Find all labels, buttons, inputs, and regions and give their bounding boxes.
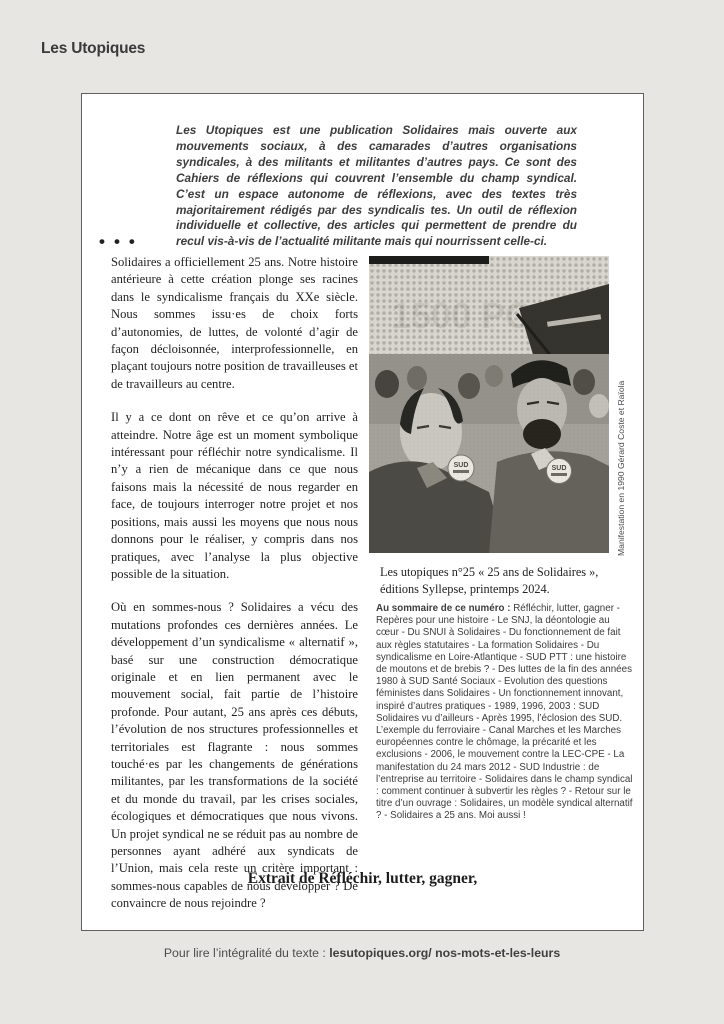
photo-grain-overlay	[369, 256, 609, 553]
article-paragraph-3: Où en sommes-nous ? Solidaires a vécu des mutations profondes ces dernières années. Le développement d’un syndicalisme « alternatif », basé sur une construction démocratique originale et en lien permanent avec le mouvement social, fait partie de l’histoire profonde. Pour autant, 25 ans après ces débuts, l’évolution de nos structures professionnelles et territoriales est flagrante : nous sommes touché·es par les changements de générations militantes, par les transformations de la société et du monde du travail, par les crises sociales, écologiques et démocratiques que nous vivons. Un projet syndical ne se réduit pas au nombre de personnes ayant adhéré aux syndicats de l’Union, mais cela reste un critère important : sommes-nous capables de nous développer ? De convaincre de nous rejoindre ?	[111, 600, 358, 911]
left-man-badge-label: SUD	[453, 462, 469, 469]
section-marker-dots: •••	[99, 232, 144, 251]
footer-prefix: Pour lire l’intégralité du texte :	[163, 946, 330, 960]
masthead-title: Les Utopiques	[41, 40, 146, 57]
demonstration-photo	[369, 256, 609, 553]
content-frame	[81, 93, 644, 931]
photo-vertical-caption: Manifestation en 1990 Gérard Coste et Raïola	[616, 380, 626, 556]
right-man-badge-label: SUD	[551, 465, 567, 472]
footer-note	[0, 946, 724, 960]
demonstration-photo-illustration	[369, 256, 609, 553]
intro-paragraph: Les Utopiques est une publication Solidaires mais ouverte aux mouvements sociaux, à des camarades d’autres organisations syndicales, à des militants et militantes d’autres pays. Ce sont des Cahiers de réflexions qui couvrent l’ensemble du champ syndical. C’est un espace autonome de réflexions, avec des textes très majoritairement rédigés par des syndicalis tes. Un outil de réflexion individuelle et collective, des articles qui permettent de prendre du recul vis-à-vis de l’actualité militante mais qui nourrissent celle-ci.	[176, 123, 577, 249]
article-paragraph-1: Solidaires a officiellement 25 ans. Notre histoire antérieure à cette création plonge ses racines dans le syndicalisme français du XXe siècle. Nous sommes issu·es de choix forts d’autonomies, de luttes, de volonté d’agir de façon décloisonnée, interprofessionnelle, en plaçant toujours notre position de travailleuses et de travailleurs au centre.	[111, 255, 358, 391]
extract-title: Extrait de Réfléchir, lutter, gagner,	[247, 870, 478, 887]
article-column	[111, 254, 358, 929]
issue-summary-text: Réfléchir, lutter, gagner - Repères pour une histoire - Le SNJ, la déontologie au cœur - Du SNUI à Solidaires - Du fonctionnement de fait aux règles statutaires - La formation Solidaires - Du syndicalisme en Loire-Atlantique - SUD PTT : une histoire de moutons et de brebis ? - Des luttes de la fin des années 1980 à SUD Santé Sociaux - Evolution des questions féministes dans Solidaires - Un fonctionnement innovant, inspiré d’autres pratiques - 1989, 1996, 2003 : SUD Solidaires vu d’ailleurs - Après 1995, l’éclosion des SUD. L’exemple du ferroviaire - Canal Marches et les Marches européennes contre le chômage, la précarité et les exclusions - 2006, le mouvement contre la LEC-CPE - La manifestation du 24 mars 2012 - SUD Industrie : de l’entreprise au territoire - Solidaires dans le champ syndical : comment continuer à subvertir les règles ? - Retour sur le titre d’un ouvrage : Solidaires, un modèle syndical alternatif ? - Solidaires a 25 ans. Moi aussi !	[376, 603, 633, 822]
photo-caption: Les utopiques n°25 « 25 ans de Solidaires », éditions Syllepse, printemps 2024.	[380, 565, 599, 596]
issue-summary-lead: Au sommaire de ce numéro :	[376, 603, 511, 614]
issue-summary	[376, 603, 635, 823]
article-paragraph-2: Il y a ce dont on rêve et ce qu’on arrive à atteindre. Notre âge est un moment symbolique intéressant pour réfléchir notre syndicalisme. Il n’y a rien de mécanique dans ce que nous faisons mais la nécessité de nous regarder en face, de toujours interroger notre projet et nos positions, mais aussi les moyens que nous nous donnons pour le réaliser, y compris dans nos pratiques, avec l’analyse la plus objective possible de la situation.	[111, 410, 358, 581]
footer-url: lesutopiques.org/ nos-mots-et-les-leurs	[329, 946, 561, 960]
